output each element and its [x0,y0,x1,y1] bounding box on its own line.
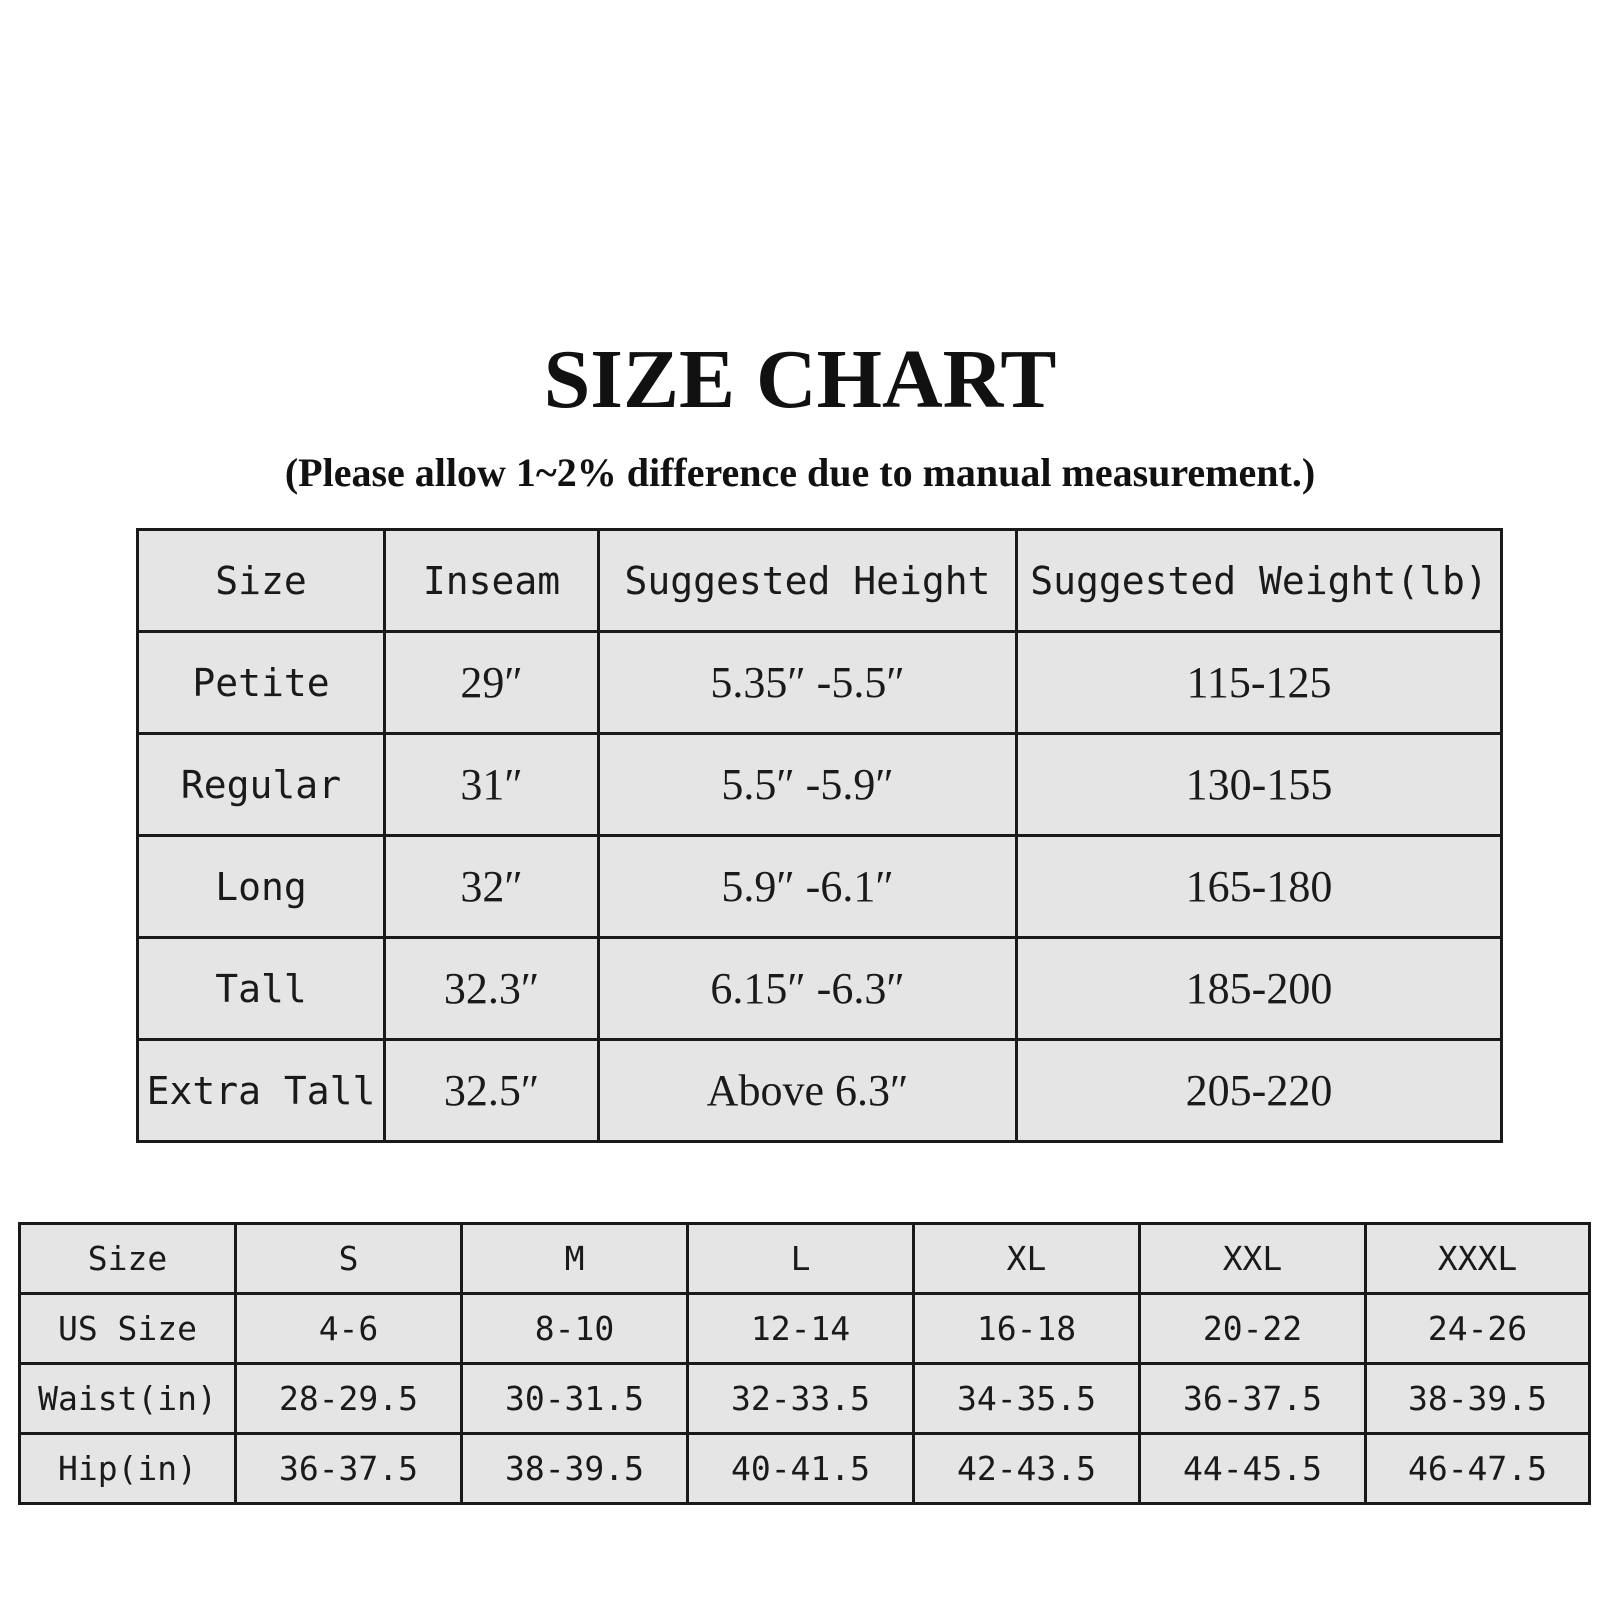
column-header: Suggested Height [599,530,1017,632]
table-row [138,938,1502,1040]
page-title: SIZE CHART [543,333,1057,426]
table-cell: Above 6.3″ [599,1040,1017,1142]
table-cell: 30-31.5 [462,1364,688,1434]
table-cell: 165-180 [1017,836,1502,938]
column-header: L [688,1224,914,1294]
table-cell: 32-33.5 [688,1364,914,1434]
us-size-table [18,1222,1591,1505]
table-cell: 32.3″ [385,938,599,1040]
table-cell: 12-14 [688,1294,914,1364]
table-header-row [20,1224,1590,1294]
table-cell: 32.5″ [385,1040,599,1142]
table-cell: 16-18 [914,1294,1140,1364]
row-label: Hip(in) [20,1434,236,1504]
table-cell: 20-22 [1140,1294,1366,1364]
row-label: Long [138,836,385,938]
table-cell: 29″ [385,632,599,734]
table-cell: 34-35.5 [914,1364,1140,1434]
table-row [20,1294,1590,1364]
table-cell: 185-200 [1017,938,1502,1040]
measurement-note: (Please allow 1~2% difference due to manual measurement.) [284,450,1316,495]
table-cell: 38-39.5 [1366,1364,1590,1434]
table-cell: 6.15″ -6.3″ [599,938,1017,1040]
table-cell: 38-39.5 [462,1434,688,1504]
row-label: Tall [138,938,385,1040]
table-cell: 4-6 [236,1294,462,1364]
table-row [20,1364,1590,1434]
table-row [138,632,1502,734]
row-label: Petite [138,632,385,734]
table-row [138,836,1502,938]
table-row [138,1040,1502,1142]
table-cell: 5.9″ -6.1″ [599,836,1017,938]
column-header: Inseam [385,530,599,632]
fit-size-table [136,528,1503,1143]
table-cell: 36-37.5 [1140,1364,1366,1434]
table-cell: 5.35″ -5.5″ [599,632,1017,734]
table-cell: 28-29.5 [236,1364,462,1434]
column-header: Size [20,1224,236,1294]
row-label: Waist(in) [20,1364,236,1434]
table-cell: 42-43.5 [914,1434,1140,1504]
column-header: XXXL [1366,1224,1590,1294]
table-header-row [138,530,1502,632]
column-header: M [462,1224,688,1294]
table-row [20,1434,1590,1504]
table-cell: 205-220 [1017,1040,1502,1142]
row-label: Regular [138,734,385,836]
table-cell: 32″ [385,836,599,938]
table-cell: 115-125 [1017,632,1502,734]
table-cell: 5.5″ -5.9″ [599,734,1017,836]
table-cell: 24-26 [1366,1294,1590,1364]
table-row [138,734,1502,836]
table-cell: 130-155 [1017,734,1502,836]
column-header: Suggested Weight(lb) [1017,530,1502,632]
table-cell: 40-41.5 [688,1434,914,1504]
row-label: Extra Tall [138,1040,385,1142]
column-header: S [236,1224,462,1294]
table-cell: 46-47.5 [1366,1434,1590,1504]
table-cell: 8-10 [462,1294,688,1364]
column-header: XXL [1140,1224,1366,1294]
row-label: US Size [20,1294,236,1364]
table-cell: 31″ [385,734,599,836]
column-header: XL [914,1224,1140,1294]
column-header: Size [138,530,385,632]
table-cell: 44-45.5 [1140,1434,1366,1504]
table-cell: 36-37.5 [236,1434,462,1504]
